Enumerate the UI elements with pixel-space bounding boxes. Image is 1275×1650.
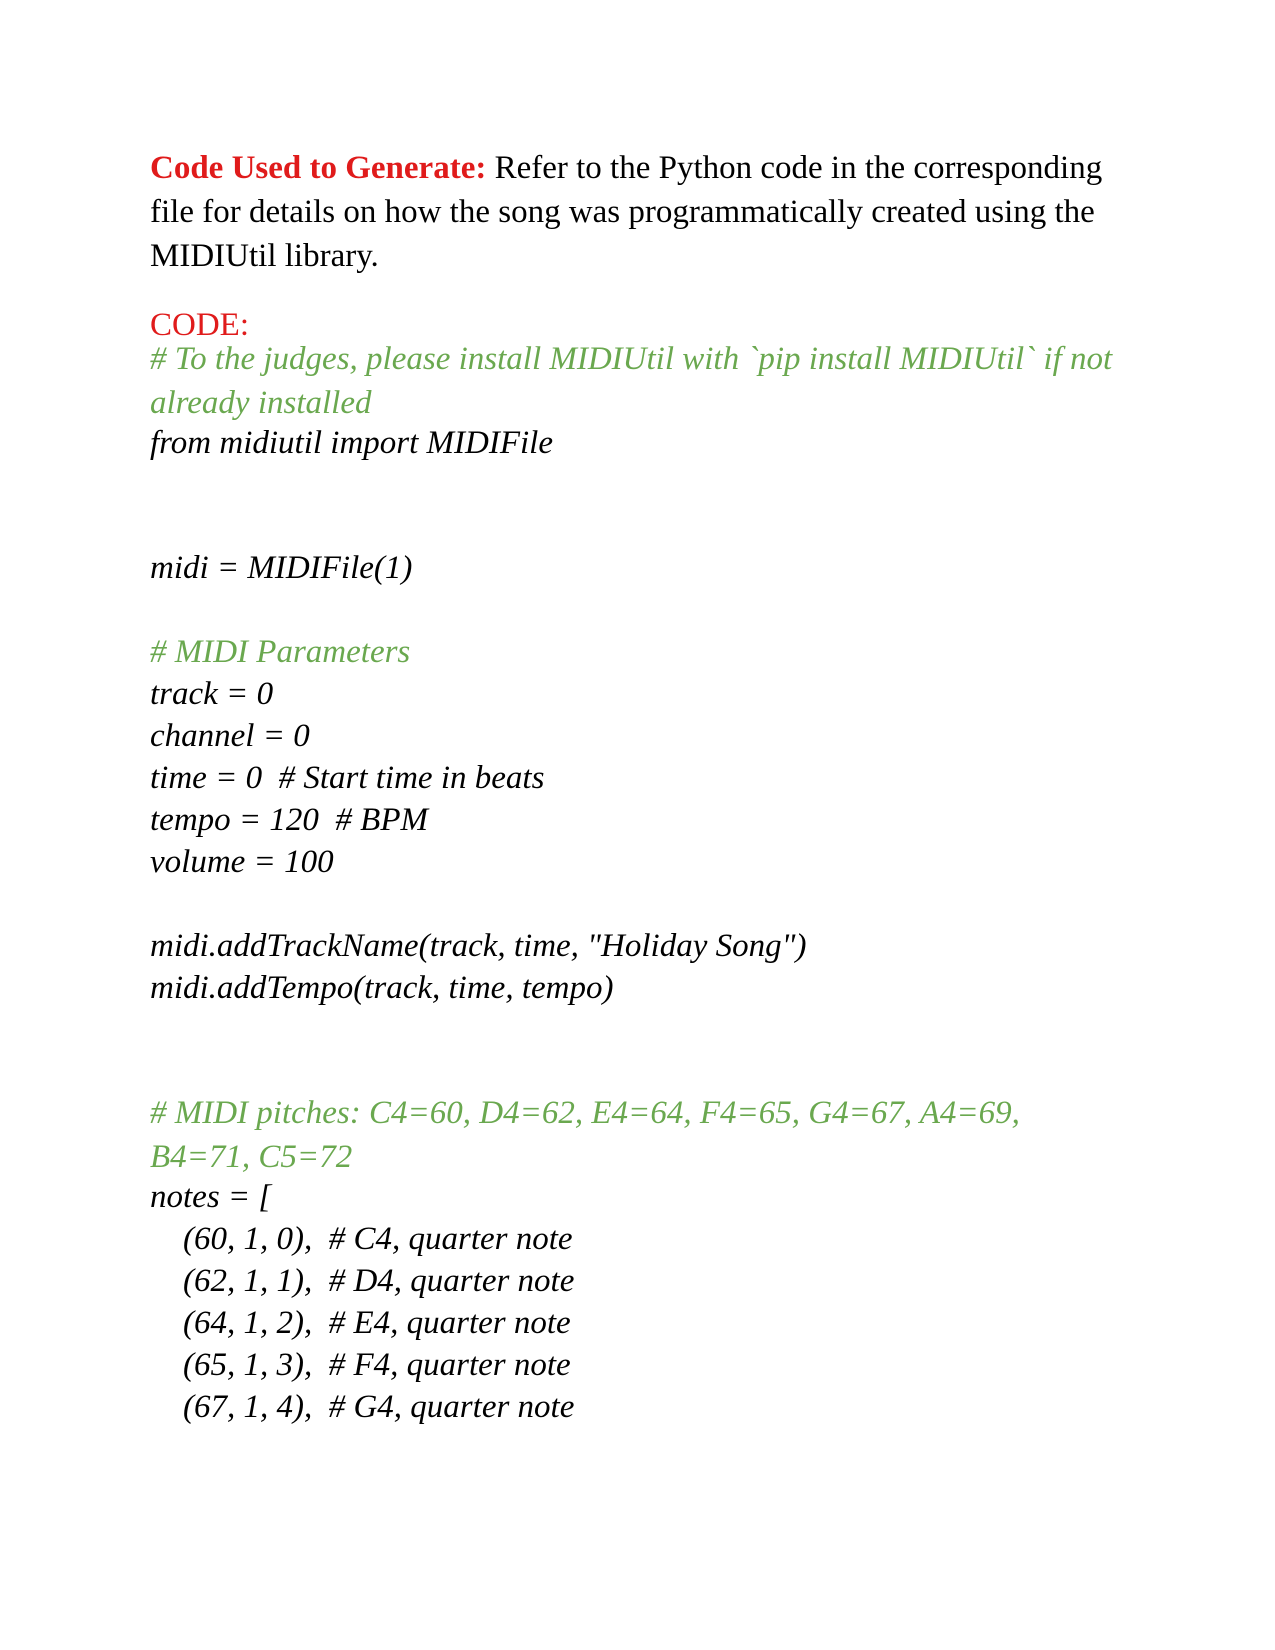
code-line-note: (60, 1, 0), # C4, quarter note	[183, 1221, 573, 1257]
code-line-channel: channel = 0	[150, 718, 310, 754]
code-line-tempo: tempo = 120 # BPM	[150, 802, 428, 838]
code-line-volume: volume = 100	[150, 844, 334, 880]
code-line-note: (65, 1, 3), # F4, quarter note	[183, 1347, 571, 1383]
code-heading: CODE:	[150, 307, 249, 343]
code-line-note: (62, 1, 1), # D4, quarter note	[183, 1263, 575, 1299]
code-comment-pitches: # MIDI pitches: C4=60, D4=62, E4=64, F4=65, G4=67, A4=69, B4=71, C5=72	[150, 1095, 1029, 1175]
code-line-time: time = 0 # Start time in beats	[150, 760, 545, 796]
intro-paragraph	[150, 146, 1140, 278]
code-comment-judges: # To the judges, please install MIDIUtil with `pip install MIDIUtil` if not already installed	[150, 341, 1121, 421]
code-line-note: (64, 1, 2), # E4, quarter note	[183, 1305, 571, 1341]
code-line-add-track-name: midi.addTrackName(track, time, "Holiday Song")	[150, 928, 807, 964]
intro-text: Refer to the Python code in the corresponding file for details on how the song was programmatically created using the MIDIUtil library.	[150, 150, 1103, 274]
code-line-import: from midiutil import MIDIFile	[150, 425, 553, 461]
code-line-midi: midi = MIDIFile(1)	[150, 550, 413, 586]
code-line-add-tempo: midi.addTempo(track, time, tempo)	[150, 970, 614, 1006]
code-line-track: track = 0	[150, 676, 274, 712]
intro-label: Code Used to Generate:	[150, 150, 487, 186]
code-line-note: (67, 1, 4), # G4, quarter note	[183, 1389, 575, 1425]
code-comment-params: # MIDI Parameters	[150, 634, 411, 670]
code-line-notes-open: notes = [	[150, 1179, 272, 1215]
